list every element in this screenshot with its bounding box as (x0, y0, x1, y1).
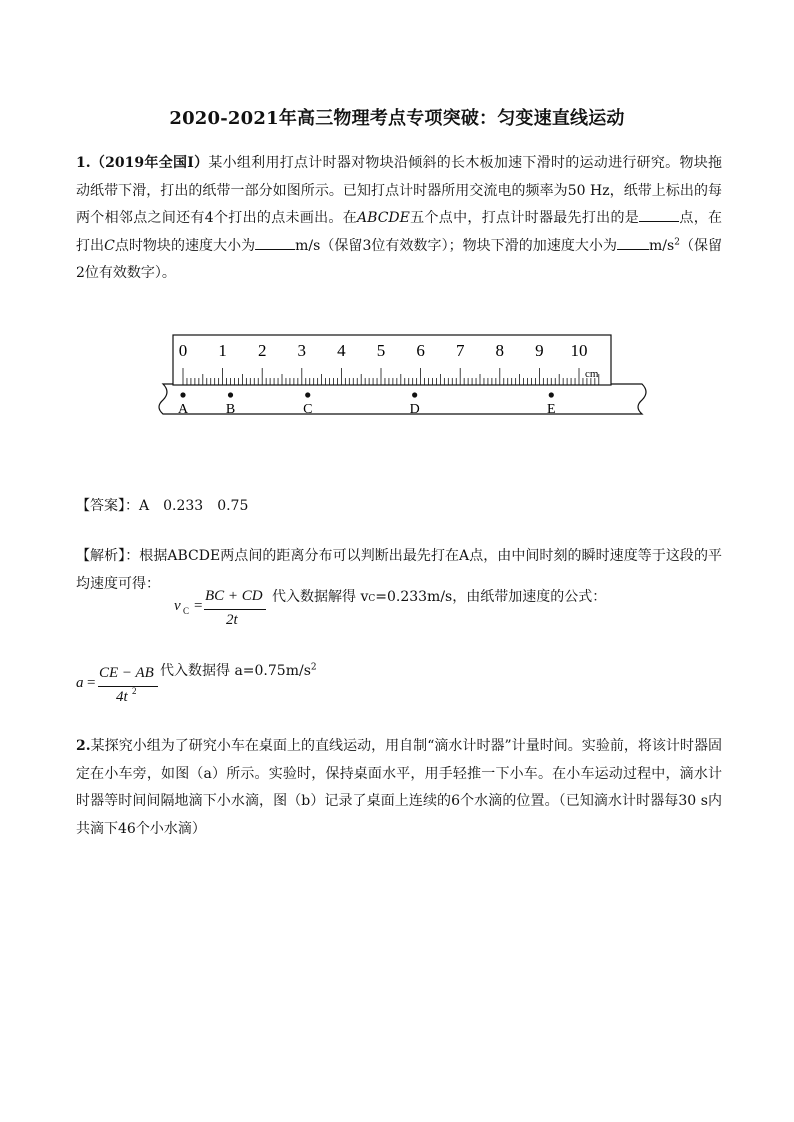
page-title: 2020-2021年高三物理考点专项突破：匀变速直线运动 (169, 108, 625, 129)
unit-superscript: 2 (674, 236, 680, 247)
question-text: 点时物块的速度大小为 (114, 237, 256, 254)
formula-numerator: CE − AB (99, 665, 154, 681)
question-text: m/s（保留3位有效数字）；物块下滑的加速度大小为 (295, 237, 617, 254)
formula-denominator: 2t (226, 612, 238, 628)
tape-point-label: A (177, 402, 189, 417)
question-2 (76, 733, 722, 843)
ruler-number: 7 (455, 341, 465, 360)
question-number: 2. (76, 738, 91, 754)
formula-equals: = (87, 675, 96, 691)
answer-blank[interactable] (255, 235, 295, 250)
question-number: 1. (76, 155, 91, 171)
analysis-line: 【解析】：根据ABCDE两点间的距离分布可以判断出最先打在A点，由中间时刻的瞬时速度等于这段的平均速度可得： (76, 548, 723, 592)
formula-equals: = (194, 598, 203, 614)
ruler-number: 4 (337, 341, 346, 360)
question-text: m/s (649, 237, 675, 254)
tape-point (305, 392, 310, 397)
ruler-figure (0, 325, 794, 435)
question-source: （2019年全国Ⅰ） (90, 155, 209, 171)
ruler-number: 5 (376, 341, 386, 360)
fraction-bar (98, 686, 158, 687)
ruler-number: 6 (416, 341, 425, 360)
question-text: ABCDE (357, 210, 410, 226)
ruler-number: 0 (178, 341, 188, 360)
tape-point-label: B (225, 402, 236, 417)
answer-blank[interactable] (639, 207, 679, 222)
tape-point (412, 392, 417, 397)
ruler-number: 3 (297, 341, 307, 360)
question-text: 某小组利用打点计时器对物块沿倾斜的长木板加速下滑时的运动进行研究。物块拖动纸带下滑，打出的纸带一部分如图所示。已知打点计时器所用交流电的频率为50 Hz，纸带上标出的每两个相邻点之间还有4个打出的点未画出。在 (76, 155, 723, 226)
fraction-bar (204, 609, 266, 610)
analysis-text: 根据ABCDE两点间的距离分布可以判断出最先打在A点，由中间时刻的瞬时速度等于这段的平均速度可得： (76, 548, 723, 592)
formula-numerator: BC + CD (205, 588, 263, 604)
question-text: 点，在打出 (76, 210, 723, 254)
ruler-body (173, 335, 611, 385)
formula-denominator: 4t (116, 689, 128, 705)
question-1 (76, 150, 722, 288)
ruler-number: 8 (495, 341, 505, 360)
formula-lhs: a (76, 675, 84, 691)
ruler-number: 2 (257, 341, 267, 360)
formula-superscript: 2 (132, 686, 137, 696)
analysis-a-result: 代入数据得 $a=0.75m/s^2$ (160, 662, 317, 679)
analysis-label: 【解析】 (76, 548, 126, 564)
answer-blank[interactable] (617, 235, 649, 250)
ruler-number: 1 (218, 341, 227, 360)
question-text: C (104, 237, 115, 254)
formula-lhs: v (174, 598, 181, 614)
question-text: 某探究小组为了研究小车在桌面上的直线运动，用自制“滴水计时器”计量时间。实验前，将该计时器固定在小车旁，如图（a）所示。实验时，保持桌面水平，用手轻推一下小车。在小车运动过程中，滴水计时器等时间间隔地滴下小水滴，图（b）记录了桌面上连续的6个水滴的位置。（已知滴水计时器每30 s内共滴下46个小水滴） (76, 738, 722, 837)
tape-point-label: D (409, 402, 420, 417)
question-text: 五个点中，打点计时器最先打出的是 (409, 210, 640, 226)
formula-a (76, 662, 160, 710)
answer-values: A 0.233 0.75 (139, 498, 249, 514)
ruler-unit: cm (585, 368, 599, 380)
tape-point (549, 392, 554, 397)
question-text: （保留2位有效数字）。 (76, 237, 723, 281)
tape-point-label: C (303, 402, 313, 417)
ruler-number: 10 (570, 341, 588, 360)
formula-subscript: C (183, 606, 190, 616)
answer-line: 【答案】：A 0.233 0.75 (76, 498, 249, 514)
analysis-vc-result: 代入数据解得 vC=0.233m/s，由纸带加速度的公式： (272, 589, 607, 605)
tape-point-label: E (546, 402, 556, 417)
ruler-number: 9 (535, 341, 544, 360)
tape-point (180, 392, 185, 397)
answer-label: 【答案】 (76, 498, 125, 514)
tape-point (228, 392, 233, 397)
formula-vc (174, 586, 269, 634)
